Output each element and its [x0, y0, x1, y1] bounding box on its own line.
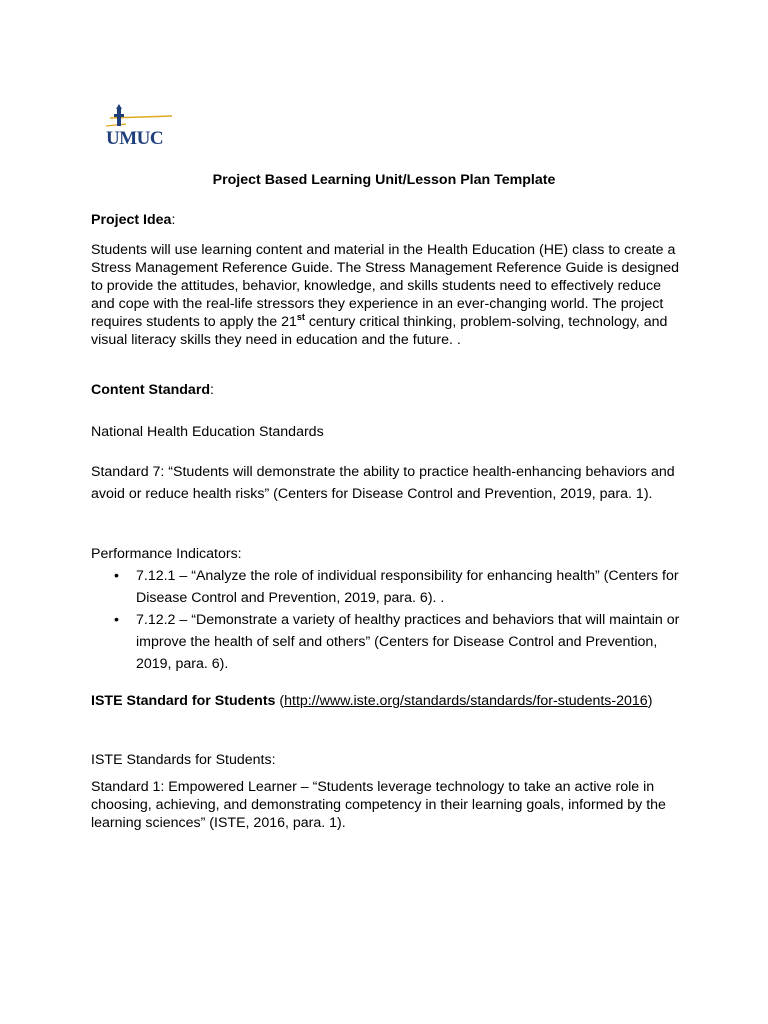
project-idea-body: [91, 241, 681, 349]
bullet: •: [114, 568, 119, 584]
nhes-heading: National Health Education Standards: [91, 424, 324, 440]
standard-7-text: Standard 7: “Students will demonstrate the ability to practice health-enhancing behaviors and avoid or reduce health risks” (Centers for Disease Control and Prevention, 2019, para. 1).: [91, 464, 675, 502]
performance-indicators-label: Performance Indicators:: [91, 546, 242, 562]
umuc-logo: [104, 104, 174, 152]
umuc-tower-logo-icon: [104, 104, 174, 130]
logo-text: UMUC: [106, 128, 164, 149]
content-standard-colon: :: [210, 382, 214, 398]
content-standard-label: Content Standard: [91, 382, 211, 398]
project-idea-label: Project Idea: [91, 212, 172, 228]
performance-indicators-list: [91, 565, 681, 675]
indicator-text: 7.12.1 – “Analyze the role of individual responsibility for enhancing health” (Centers for Disease Control and Prevention, 2019, para. 6). .: [136, 568, 679, 606]
indicator-text: 7.12.2 – “Demonstrate a variety of healthy practices and behaviors that will maintain or improve the health of self and others” (Centers for Disease Control and Prevention, 2019, para. 6).: [136, 612, 680, 672]
iste-label: ISTE Standard for Students: [91, 693, 276, 709]
list-item: [91, 609, 681, 675]
iste-paren-close: ): [647, 693, 653, 709]
iste-standard-1-text: Standard 1: Empowered Learner – “Students leverage technology to take an active role in choosing, achieving, and demonstrating competency in their learning goals, informed by the learning sciences” (ISTE, 2016, para. 1).: [91, 779, 666, 831]
iste-subheading: ISTE Standards for Students:: [91, 752, 276, 768]
superscript-st: st: [296, 312, 305, 322]
project-idea-text-end: century critical thinking, problem-solving, technology, and visual literacy skills they need in education and the future. .: [91, 314, 668, 348]
project-idea-heading: [91, 212, 681, 228]
page-title: Project Based Learning Unit/Lesson Plan Template: [212, 172, 556, 188]
project-idea-colon: :: [171, 212, 176, 228]
iste-heading: [91, 692, 681, 710]
bullet: •: [114, 612, 119, 628]
iste-paren-open: (: [275, 693, 285, 709]
iste-link[interactable]: http://www.iste.org/standards/standards/for-students-2016: [284, 693, 648, 709]
project-idea-text: Students will use learning content and material in the Health Education (HE) class to create a Stress Management Reference Guide. The Stress Management Reference Guide is designed to provide the attitudes, behavior, knowledge, and skills students need to effectively reduce and cope with the real-life stressors they experience in an ever-changing world. The project requires students to apply the 21: [91, 242, 680, 330]
list-item: [91, 565, 681, 609]
content-standard-heading: [91, 382, 681, 398]
